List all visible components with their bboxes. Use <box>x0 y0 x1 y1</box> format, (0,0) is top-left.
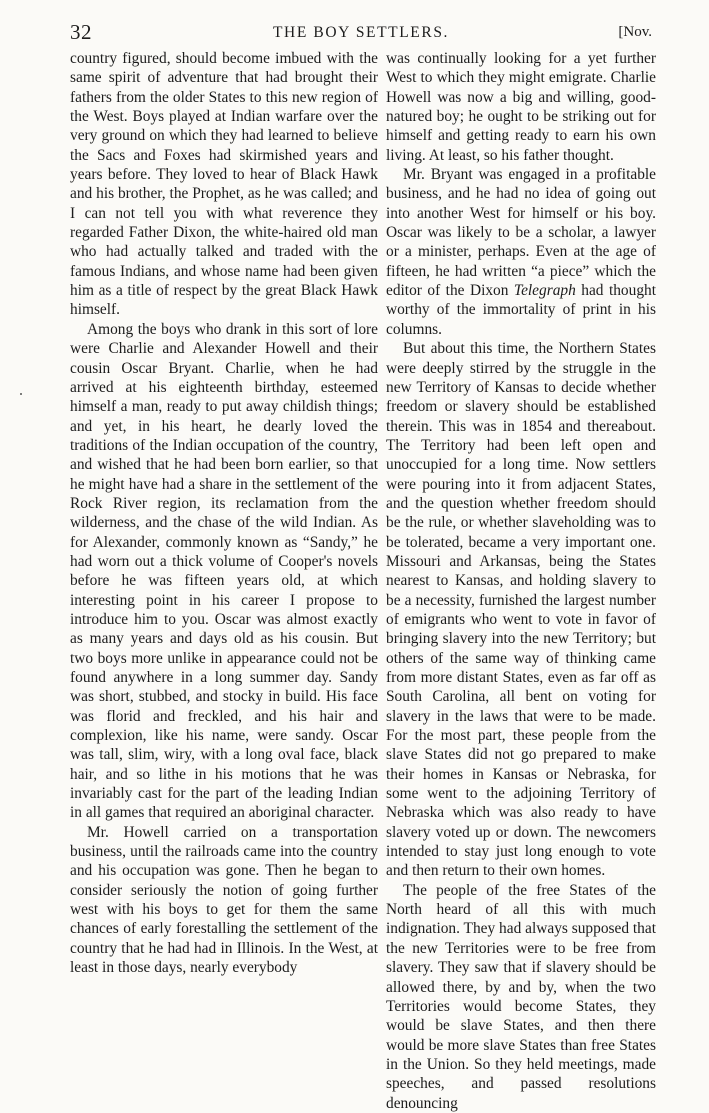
paragraph: Among the boys who drank in this sort of lore were Charlie and Alexander Howell and their cousin Oscar Bryant. Charlie, when he had arrived at his eighteenth birthday, esteemed himself a man, ready to put away childish things; and yet, in his heart, he dearly loved the traditions of the Indian occupation of the country, and wished that he had been born earlier, so that he might have had a share in the settlement of the Rock River region, its reclamation from the wilderness, and the chase of the wild Indian. As for Alexander, commonly known as “Sandy,” he had worn out a thick volume of Cooper's novels before he was fifteen years old, at which interesting point in his career I propose to introduce him to you. Oscar was almost exactly as many years and days old as his cousin. But two boys more unlike in appearance could not be found anywhere in a long summer day. Sandy was short, stubbed, and stocky in build. His face was florid and freckled, and his hair and complexion, like his name, were sandy. Oscar was tall, slim, wiry, with a long oval face, black hair, and so lithe in his motions that he was invariably cast for the part of the leading Indian in all games that required an aboriginal character. <box>70 320 378 822</box>
right-column <box>386 49 656 1113</box>
running-title: THE BOY SETTLERS. <box>272 24 450 41</box>
newspaper-title: Telegraph <box>513 282 576 300</box>
issue-month: [Nov. <box>618 24 652 40</box>
paragraph-text: Mr. Bryant was engaged in a profitable business, and he had no idea of going out into another West for himself or his boy. Oscar was likely to be a scholar, a lawyer or a minister, perhaps. Even at the age of fifteen, he had written “a piece” which the editor of the Dixon <box>386 166 656 300</box>
margin-speck <box>20 393 22 395</box>
page-header <box>70 16 652 44</box>
paragraph: The people of the free States of the North heard of all this with much indignation. They had always supposed that the new Territories were to be free from slavery. They saw that if slavery should be allowed there, by and by, when the two Territories would become States, they would be slave States, and then there would be more slave States than free States in the Union. So they held meetings, made speeches, and passed resolutions denouncing <box>386 881 656 1112</box>
paragraph-text: had thought worthy of the immortality of print in his columns. <box>386 282 656 338</box>
paragraph <box>386 165 656 339</box>
left-column <box>70 49 378 978</box>
page-number: 32 <box>70 20 92 44</box>
paragraph: But about this time, the Northern States were deeply stirred by the struggle in the new Territory of Kansas to decide whether freedom or slavery should be established therein. This was in 1854 and thereabout. The Territory had been left open and unoccupied for a long time. Now settlers were pouring into it from adjacent States, and the question whether freedom should be the rule, or whether slaveholding was to be tolerated, became a very important one. Missouri and Arkansas, being the States nearest to Kansas, and holding slavery to be a necessity, furnished the largest number of emigrants who went to vote in favor of bringing slavery into the new Territory; but others of the same way of thinking came from more distant States, even as far off as South Carolina, all bent on voting for slavery in the laws that were to be made. For the most part, these people from the slave States did not go prepared to make their homes in Kansas or Nebraska, for some went to the adjoining Territory of Nebraska which was also ready to have slavery voted up or down. The newcomers intended to stay just long enough to vote and then return to their own homes. <box>386 340 656 880</box>
paragraph: Mr. Howell carried on a transportation business, until the railroads came into the country and his occupation was gone. Then he began to consider seriously the notion of going further west with his boys to get for them the same chances of early forestalling the settlement of the country that he had had in Illinois. In the West, at least in those days, nearly everybody <box>70 823 378 977</box>
paragraph: country figured, should become imbued with the same spirit of adventure that had brought their fathers from the older States to this new region of the West. Boys played at Indian warfare over the very ground on which they had learned to believe the Sacs and Foxes had skirmished years and years before. They loved to hear of Black Hawk and his brother, the Prophet, as he was called; and I can not tell you with what reverence they regarded Father Dixon, the white-haired old man who had actually talked and traded with the famous Indians, and whose name had been given him as a title of respect by the great Black Hawk himself. <box>70 50 378 319</box>
paragraph: was continually looking for a yet further West to which they might emigrate. Charlie Howell was now a big and willing, good-natured boy; he ought to be striking out for himself and getting ready to earn his own living. At least, so his father thought. <box>386 50 656 164</box>
